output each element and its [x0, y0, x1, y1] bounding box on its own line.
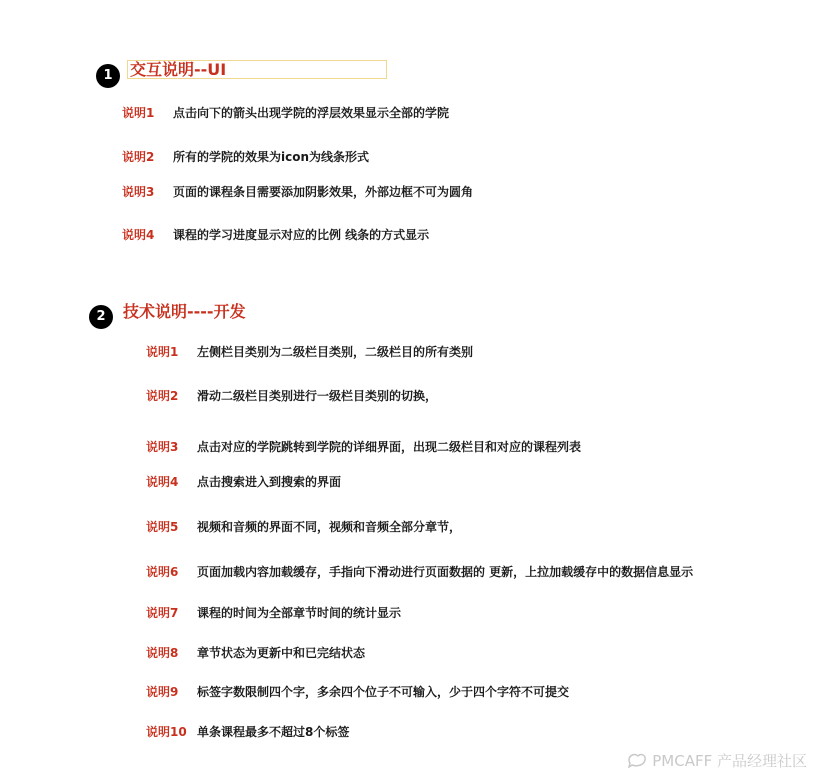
note-label: 说明7	[146, 606, 179, 620]
note-text: 标签字数限制四个字，多余四个位子不可输入，少于四个字符不可提交	[197, 685, 570, 699]
note-text: 点击搜索进入到搜索的界面	[197, 475, 342, 489]
note-text: 视频和音频的界面不同，视频和音频全部分章节，	[197, 520, 462, 534]
section-2-number-badge: 2	[89, 305, 113, 329]
watermark-text: PMCAFF 产品经理社区	[652, 751, 807, 770]
note-text: 点击对应的学院跳转到学院的详细界面，出现二级栏目和对应的课程列表	[197, 440, 582, 454]
note-label: 说明9	[146, 685, 179, 699]
note-label: 说明3	[122, 185, 155, 199]
pmcaff-logo-icon	[626, 752, 648, 768]
note-label: 说明2	[122, 150, 155, 164]
section-1-number-badge: 1	[96, 64, 120, 88]
note-text: 页面加载内容加载缓存，手指向下滑动进行页面数据的 更新，上拉加载缓存中的数据信息显示	[197, 565, 694, 579]
note-text: 单条课程最多不超过8个标签	[197, 725, 350, 739]
note-text: 所有的学院的效果为icon为线条形式	[173, 150, 370, 164]
note-label: 说明6	[146, 565, 179, 579]
note-text: 页面的课程条目需要添加阴影效果，外部边框不可为圆角	[173, 185, 474, 199]
note-label: 说明5	[146, 520, 179, 534]
section-2-title: 技术说明----开发	[123, 302, 246, 321]
note-text: 左侧栏目类别为二级栏目类别，二级栏目的所有类别	[197, 345, 474, 359]
note-label: 说明3	[146, 440, 179, 454]
note-text: 课程的时间为全部章节时间的统计显示	[197, 606, 402, 620]
section-1-title: 交互说明--UI	[127, 60, 387, 79]
note-label: 说明1	[122, 106, 155, 120]
note-label: 说明4	[122, 228, 155, 242]
note-text: 滑动二级栏目类别进行一级栏目类别的切换，	[197, 389, 438, 403]
note-text: 课程的学习进度显示对应的比例 线条的方式显示	[173, 228, 430, 242]
note-label: 说明10	[146, 725, 187, 739]
note-text: 章节状态为更新中和已完结状态	[197, 646, 366, 660]
note-label: 说明1	[146, 345, 179, 359]
pmcaff-watermark	[626, 750, 807, 770]
note-label: 说明4	[146, 475, 179, 489]
note-text: 点击向下的箭头出现学院的浮层效果显示全部的学院	[173, 106, 450, 120]
note-label: 说明8	[146, 646, 179, 660]
note-label: 说明2	[146, 389, 179, 403]
